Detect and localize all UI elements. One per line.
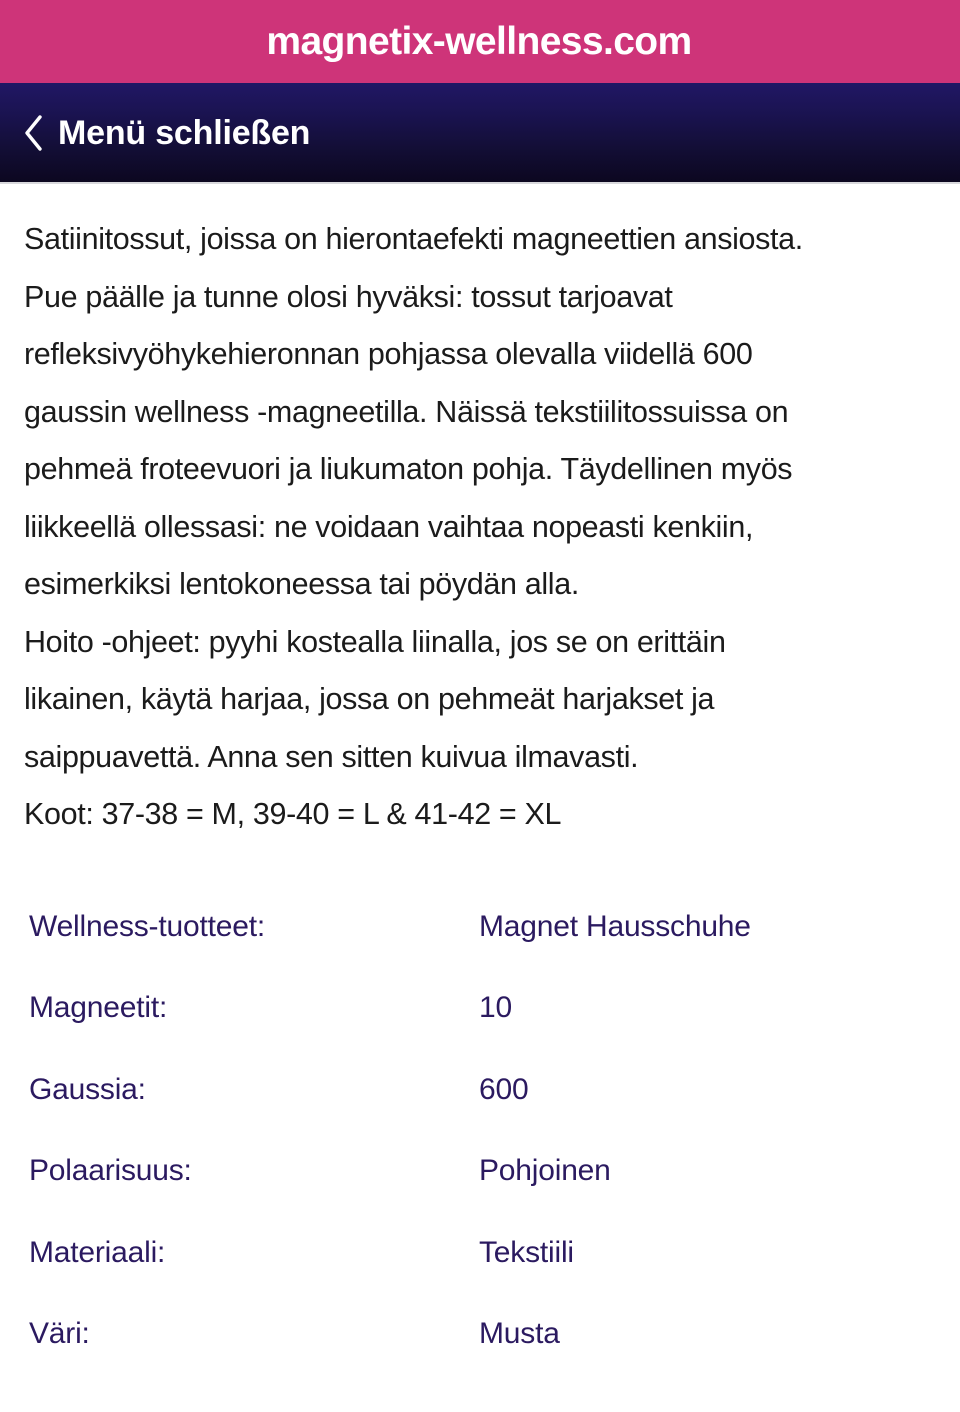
description-sizes-line: Koot: 37-38 = M, 39-40 = L & 41-42 = XL [24, 797, 562, 831]
product-specification-table [24, 910, 936, 1352]
table-row [24, 1073, 936, 1155]
chevron-left-icon[interactable] [20, 113, 46, 153]
product-description-text [24, 184, 936, 844]
brand-header-bar [0, 0, 960, 83]
spec-label-polaarisuus: Polaarisuus: [29, 1154, 192, 1187]
description-line: refleksivyöhykehieronnan pohjassa olevalla viidellä 600 [24, 337, 753, 371]
table-row [24, 910, 936, 992]
spec-label-materiaali: Materiaali: [29, 1235, 166, 1269]
description-line: esimerkiksi lentokoneessa tai pöydän alla. [24, 567, 579, 601]
description-line: Satiinitossut, joissa on hierontaefekti magneettien ansiosta. [24, 222, 803, 256]
menu-close-bar[interactable] [0, 83, 960, 184]
spec-label-magneetit: Magneetit: [29, 991, 168, 1024]
description-line: Hoito -ohjeet: pyyhi kostealla liinalla, jos se on erittäin [24, 624, 726, 659]
product-description-section [0, 184, 960, 1352]
description-line: saippuavettä. Anna sen sitten kuivua ilmavasti. [24, 739, 639, 774]
description-line: pehmeä froteevuori ja liukumaton pohja. Täydellinen myös [24, 452, 793, 486]
spec-label-vari: Väri: [29, 1317, 90, 1350]
description-line: likainen, käytä harjaa, jossa on pehmeät harjakset ja [24, 682, 715, 716]
spec-value-gaussia: 600 [479, 1072, 529, 1106]
spec-label-wellness-tuotteet: Wellness-tuotteet: [29, 909, 265, 943]
spec-value-polaarisuus: Pohjoinen [479, 1154, 611, 1187]
spec-value-magneetit: 10 [479, 991, 512, 1024]
description-line: gaussin wellness -magneetilla. Näissä tekstiilitossuissa on [24, 394, 789, 429]
menu-close-label[interactable]: Menü schließen [58, 113, 311, 152]
description-line: Pue päälle ja tunne olosi hyväksi: tossut tarjoavat [24, 279, 673, 314]
table-row [24, 1317, 936, 1352]
spec-label-gaussia: Gaussia: [29, 1072, 146, 1106]
table-row [24, 991, 936, 1073]
site-title: magnetix-wellness.com [266, 20, 692, 63]
spec-value-materiaali: Tekstiili [479, 1235, 574, 1269]
spec-value-wellness-tuotteet: Magnet Hausschuhe [479, 909, 751, 943]
table-row [24, 1236, 936, 1318]
table-row [24, 1154, 936, 1236]
spec-value-vari: Musta [479, 1317, 560, 1350]
description-line: liikkeellä ollessasi: ne voidaan vaihtaa nopeasti kenkiin, [24, 509, 754, 544]
